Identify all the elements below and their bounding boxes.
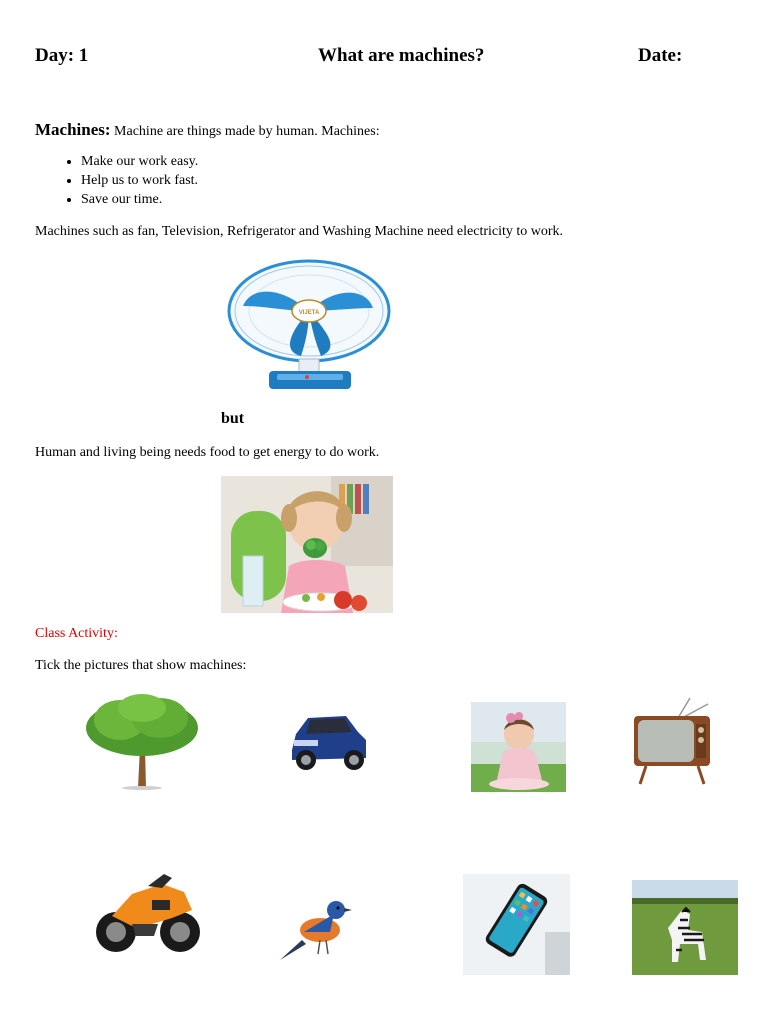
benefits-list [35, 152, 198, 209]
activity-instruction: Tick the pictures that show machines: [35, 658, 247, 673]
list-item: • Help us to work fast. [81, 171, 198, 190]
baby-picture[interactable] [471, 702, 566, 792]
food-sentence: Human and living being needs food to get energy to do work. [35, 445, 380, 460]
tree-picture[interactable] [80, 692, 204, 790]
girl-eating-picture [221, 476, 393, 613]
motorcycle-picture[interactable] [92, 866, 202, 962]
motorcycle-icon [92, 866, 202, 962]
day-label: Day: 1 [35, 45, 89, 66]
fan-brand: VIJETA [298, 310, 320, 316]
fan-icon [221, 256, 396, 396]
bird-picture[interactable] [276, 892, 352, 964]
zebra-icon [632, 880, 738, 975]
bird-icon [276, 892, 352, 964]
intro-paragraph [35, 120, 380, 140]
date-label: Date: [638, 45, 683, 66]
mobile-phone-picture[interactable] [463, 874, 570, 975]
television-picture[interactable] [628, 696, 714, 788]
television-icon [628, 696, 714, 788]
page-title: What are machines? [318, 45, 485, 66]
fan-picture [221, 256, 396, 396]
class-activity-heading: Class Activity: [35, 626, 118, 641]
tree-icon [80, 692, 204, 790]
machines-term: Machines: [35, 120, 111, 139]
machines-definition: Machine are things made by human. Machines: [114, 124, 380, 139]
electricity-sentence: Machines such as fan, Television, Refrigerator and Washing Machine need electricity to work. [35, 224, 564, 239]
mobile-phone-icon [463, 874, 570, 975]
zebra-picture[interactable] [632, 880, 738, 975]
car-picture[interactable] [284, 700, 374, 778]
list-item: • Make our work easy. [81, 152, 198, 171]
list-item: • Save our time. [81, 190, 198, 209]
baby-icon [471, 702, 566, 792]
but-word: but [221, 410, 245, 427]
car-icon [284, 700, 374, 778]
